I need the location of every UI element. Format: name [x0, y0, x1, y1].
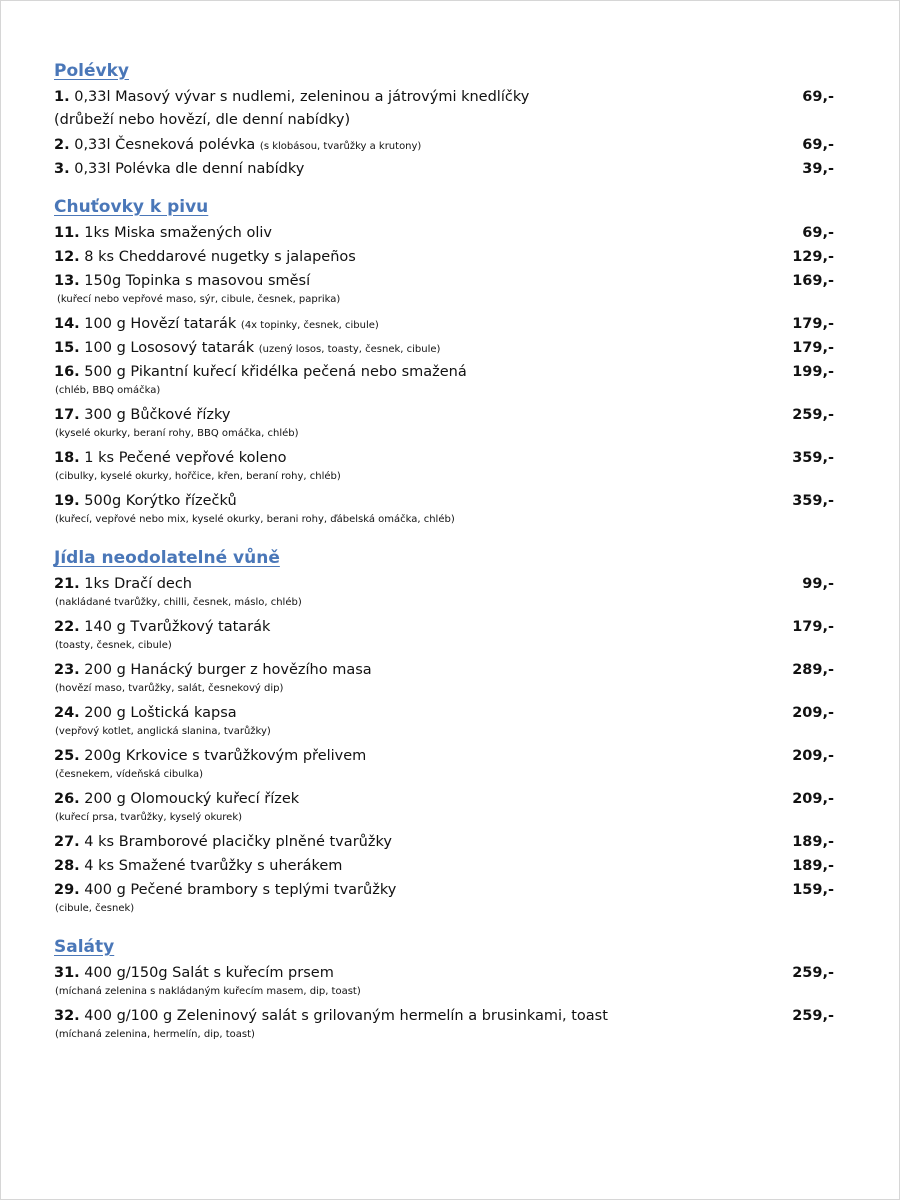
- item-number: 32.: [54, 1008, 80, 1024]
- menu-item-description: [54, 446, 287, 470]
- item-price: 69,-: [802, 89, 834, 105]
- menu-list: [54, 59, 834, 1047]
- item-ingredients-note: (česnekem, vídeňská cibulka): [55, 769, 203, 780]
- item-number: 17.: [54, 407, 80, 423]
- menu-item: [54, 1004, 834, 1047]
- menu-item-description: [54, 133, 421, 159]
- menu-item-description: [54, 489, 237, 513]
- item-number: 29.: [54, 882, 80, 898]
- item-name: 4 ks Smažené tvarůžky s uherákem: [79, 858, 343, 874]
- item-number: 25.: [54, 748, 80, 764]
- item-ingredients-note: (toasty, česnek, cibule): [55, 640, 172, 651]
- menu-item: [54, 830, 834, 854]
- menu-item: [54, 744, 834, 787]
- item-price: 179,-: [792, 340, 834, 356]
- item-name: 1ks Miska smažených oliv: [79, 225, 272, 241]
- item-inline-note: (s klobásou, tvarůžky a krutony): [259, 141, 422, 152]
- menu-item-description: [54, 403, 230, 427]
- menu-item-row: [54, 854, 834, 878]
- item-name: 200g Krkovice s tvarůžkovým přelivem: [79, 748, 367, 764]
- item-ingredients-note: (kuřecí prsa, tvarůžky, kyselý okurek): [55, 812, 243, 823]
- menu-section: [54, 935, 834, 1047]
- item-ingredients-note: (drůbeží nebo hovězí, dle denní nabídky): [54, 112, 351, 128]
- menu-item-row: [54, 403, 834, 427]
- menu-item-description: [54, 854, 342, 878]
- menu-item-row: [54, 221, 834, 245]
- item-number: 22.: [54, 619, 80, 635]
- menu-item: [54, 312, 834, 336]
- item-price: 259,-: [792, 965, 834, 981]
- item-number: 3.: [54, 161, 70, 177]
- section-heading: Saláty: [54, 937, 115, 957]
- item-name: 500 g Pikantní kuřecí křidélka pečená nebo smažená: [79, 364, 467, 380]
- menu-item-description: [54, 878, 396, 902]
- item-price: 129,-: [792, 249, 834, 265]
- menu-item: [54, 403, 834, 446]
- item-name: 1 ks Pečené vepřové koleno: [79, 450, 287, 466]
- menu-item: [54, 615, 834, 658]
- item-name: 200 g Olomoucký kuřecí řízek: [79, 791, 300, 807]
- item-ingredients-note: (chléb, BBQ omáčka): [55, 385, 161, 396]
- menu-item-description: [54, 360, 467, 384]
- item-price: 259,-: [792, 407, 834, 423]
- menu-item-description: [54, 85, 529, 109]
- item-ingredients-note: (míchaná zelenina s nakládaným kuřecím masem, dip, toast): [55, 986, 361, 997]
- menu-item-row: [54, 701, 834, 725]
- item-name: 200 g Loštická kapsa: [79, 705, 237, 721]
- item-name: 300 g Bůčkové řízky: [79, 407, 231, 423]
- menu-item: [54, 85, 834, 133]
- item-name: 500g Korýtko řízečků: [79, 493, 237, 509]
- menu-item: [54, 269, 834, 312]
- menu-item-row: [54, 360, 834, 384]
- menu-item-description: [54, 269, 310, 293]
- menu-item: [54, 489, 834, 532]
- item-price: 209,-: [792, 748, 834, 764]
- item-name: 8 ks Cheddarové nugetky s jalapeños: [79, 249, 356, 265]
- menu-item: [54, 572, 834, 615]
- item-name: 100 g Lososový tatarák: [79, 340, 259, 356]
- item-ingredients-note: (nakládané tvarůžky, chilli, česnek, máslo, chléb): [55, 597, 302, 608]
- item-number: 13.: [54, 273, 80, 289]
- item-number: 28.: [54, 858, 80, 874]
- menu-item-row: [54, 336, 834, 360]
- menu-item-row: [54, 1004, 834, 1028]
- menu-item-description: [54, 961, 334, 985]
- item-name: 400 g/100 g Zeleninový salát s grilovaným hermelín a brusinkami, toast: [79, 1008, 608, 1024]
- item-name: 200 g Hanácký burger z hovězího masa: [79, 662, 372, 678]
- menu-item-description: [54, 658, 372, 682]
- item-number: 31.: [54, 965, 80, 981]
- item-price: 99,-: [802, 576, 834, 592]
- item-name: 100 g Hovězí tatarák: [79, 316, 241, 332]
- item-price: 159,-: [792, 882, 834, 898]
- item-name: 1ks Dračí dech: [79, 576, 192, 592]
- menu-item-row: [54, 446, 834, 470]
- menu-item: [54, 878, 834, 921]
- menu-item: [54, 658, 834, 701]
- menu-item-row: [54, 615, 834, 639]
- item-price: 69,-: [802, 225, 834, 241]
- menu-item: [54, 787, 834, 830]
- item-number: 18.: [54, 450, 80, 466]
- item-ingredients-note: (cibule, česnek): [55, 903, 135, 914]
- item-name: 4 ks Bramborové placičky plněné tvarůžky: [79, 834, 392, 850]
- menu-item-row: [54, 878, 834, 902]
- item-number: 27.: [54, 834, 80, 850]
- section-heading: Polévky: [54, 61, 129, 81]
- menu-item-description: [54, 744, 366, 768]
- menu-item-description: [54, 787, 299, 811]
- menu-item: [54, 245, 834, 269]
- item-number: 12.: [54, 249, 80, 265]
- menu-section: [54, 195, 834, 532]
- item-name: 0,33l Masový vývar s nudlemi, zeleninou a játrovými knedlíčky: [69, 89, 530, 105]
- menu-item: [54, 446, 834, 489]
- menu-item-row: [54, 157, 834, 181]
- item-price: 209,-: [792, 791, 834, 807]
- item-number: 24.: [54, 705, 80, 721]
- item-name: 400 g/150g Salát s kuřecím prsem: [79, 965, 334, 981]
- item-price: 169,-: [792, 273, 834, 289]
- menu-item-row: [54, 269, 834, 293]
- menu-item-row: [54, 658, 834, 682]
- menu-item: [54, 336, 834, 360]
- menu-item-row: [54, 85, 834, 109]
- item-price: 189,-: [792, 834, 834, 850]
- item-number: 14.: [54, 316, 80, 332]
- menu-section: [54, 59, 834, 181]
- menu-item-description: [54, 221, 272, 245]
- item-inline-note: (4x topinky, česnek, cibule): [240, 320, 379, 331]
- item-ingredients-note: (vepřový kotlet, anglická slanina, tvarůžky): [55, 726, 271, 737]
- item-number: 21.: [54, 576, 80, 592]
- item-ingredients-note: (kuřecí, vepřové nebo mix, kyselé okurky, berani rohy, ďábelská omáčka, chléb): [55, 514, 455, 525]
- item-number: 1.: [54, 89, 70, 105]
- item-number: 16.: [54, 364, 80, 380]
- menu-item-description: [54, 312, 379, 338]
- item-price: 289,-: [792, 662, 834, 678]
- item-price: 69,-: [802, 137, 834, 153]
- menu-item: [54, 854, 834, 878]
- item-number: 11.: [54, 225, 80, 241]
- item-price: 39,-: [802, 161, 834, 177]
- item-name: 140 g Tvarůžkový tatarák: [79, 619, 271, 635]
- item-price: 259,-: [792, 1008, 834, 1024]
- item-number: 23.: [54, 662, 80, 678]
- menu-item-row: [54, 572, 834, 596]
- item-price: 179,-: [792, 619, 834, 635]
- menu-section: [54, 546, 834, 921]
- item-ingredients-note: (míchaná zelenina, hermelín, dip, toast): [55, 1029, 255, 1040]
- item-number: 26.: [54, 791, 80, 807]
- item-name: 150g Topinka s masovou směsí: [79, 273, 311, 289]
- menu-item-description: [54, 830, 392, 854]
- item-number: 2.: [54, 137, 70, 153]
- item-price: 199,-: [792, 364, 834, 380]
- item-price: 359,-: [792, 450, 834, 466]
- item-price: 189,-: [792, 858, 834, 874]
- menu-item-description: [54, 572, 192, 596]
- item-price: 179,-: [792, 316, 834, 332]
- menu-item: [54, 133, 834, 157]
- menu-item-row: [54, 133, 834, 157]
- menu-item-description: [54, 1004, 608, 1028]
- menu-item-description: [54, 157, 304, 181]
- menu-item-description: [54, 615, 270, 639]
- menu-item-description: [54, 245, 356, 269]
- menu-item-row: [54, 312, 834, 336]
- item-number: 19.: [54, 493, 80, 509]
- menu-item-row: [54, 961, 834, 985]
- menu-item-row: [54, 744, 834, 768]
- menu-item-description: [54, 701, 237, 725]
- menu-item-row: [54, 787, 834, 811]
- menu-item: [54, 701, 834, 744]
- menu-item: [54, 360, 834, 403]
- item-ingredients-note: (kuřecí nebo vepřové maso, sýr, cibule, česnek, paprika): [57, 294, 341, 305]
- item-name: 0,33l Polévka dle denní nabídky: [69, 161, 305, 177]
- menu-item-row: [54, 830, 834, 854]
- menu-item: [54, 961, 834, 1004]
- item-ingredients-note: (cibulky, kyselé okurky, hořčice, křen, beraní rohy, chléb): [55, 471, 341, 482]
- section-heading: Chuťovky k pivu: [54, 197, 209, 217]
- menu-item-row: [54, 489, 834, 513]
- item-name: 0,33l Česneková polévka: [69, 137, 260, 153]
- item-name: 400 g Pečené brambory s teplými tvarůžky: [79, 882, 397, 898]
- item-inline-note: (uzený losos, toasty, česnek, cibule): [258, 344, 441, 355]
- menu-item: [54, 221, 834, 245]
- item-price: 359,-: [792, 493, 834, 509]
- item-ingredients-note: (kyselé okurky, beraní rohy, BBQ omáčka, chléb): [55, 428, 299, 439]
- menu-item-row: [54, 245, 834, 269]
- item-number: 15.: [54, 340, 80, 356]
- item-price: 209,-: [792, 705, 834, 721]
- section-heading: Jídla neodolatelné vůně: [54, 548, 280, 568]
- menu-item: [54, 157, 834, 181]
- item-ingredients-note: (hovězí maso, tvarůžky, salát, česnekový dip): [55, 683, 284, 694]
- menu-item-description: [54, 336, 440, 362]
